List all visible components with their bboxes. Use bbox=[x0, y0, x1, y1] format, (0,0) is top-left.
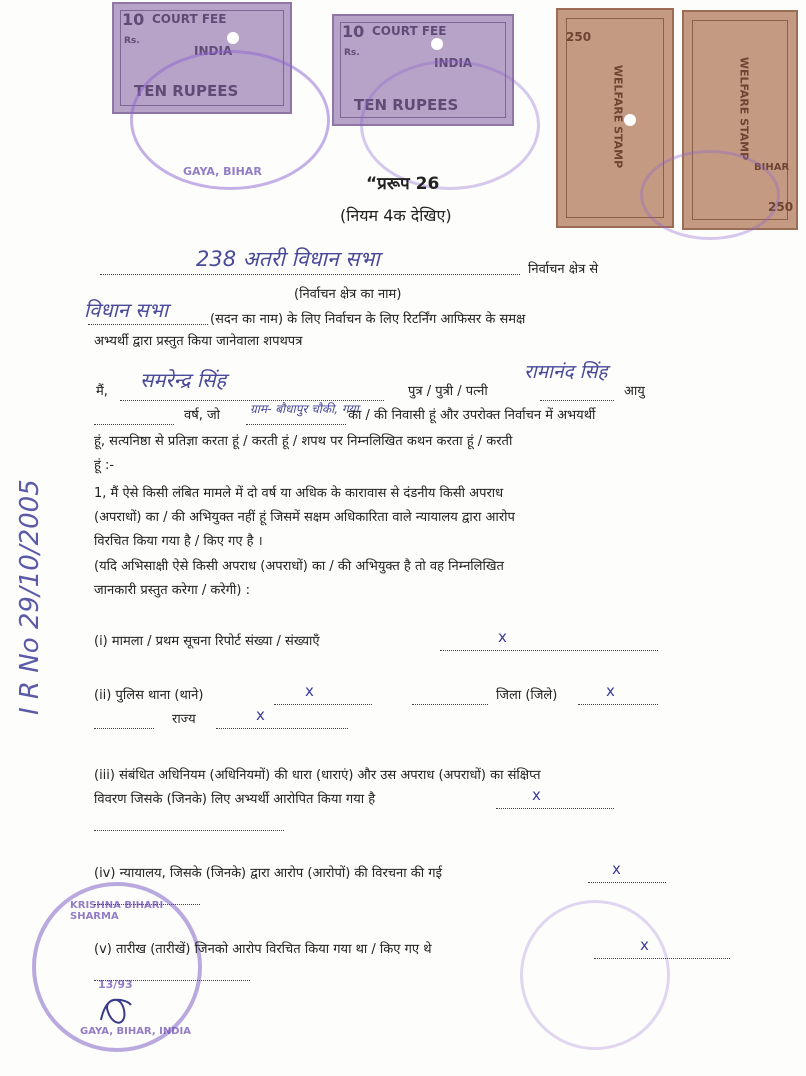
page-title: “प्ररूप 26 bbox=[366, 174, 440, 194]
constituency-handwritten: 238 अतरी विधान सभा bbox=[196, 247, 380, 271]
cross-mark: x bbox=[640, 936, 649, 954]
item-iii-dotted-line-2 bbox=[94, 818, 284, 831]
relation-text: पुत्र / पुत्री / पत्नी bbox=[408, 384, 488, 399]
para1-line3: विरचित किया गया है / किए गए है । bbox=[94, 534, 263, 549]
father-handwritten: रामानंद सिंह bbox=[524, 361, 608, 383]
para1-line5: जानकारी प्रस्तुत करेगा / करेगी) : bbox=[94, 583, 251, 598]
cross-mark: x bbox=[256, 706, 265, 724]
faint-seal bbox=[520, 900, 670, 1050]
court-fee-stamp: 10 COURT FEE INDIA TEN RUPEES Rs. bbox=[332, 14, 514, 126]
item-ii-district-dots bbox=[578, 692, 658, 705]
welfare-stamp-value: 250 bbox=[566, 30, 592, 44]
welfare-stamp-label: WELFARE STAMP bbox=[737, 56, 751, 161]
item-ii-state-dots bbox=[216, 716, 348, 729]
item-ii-dotted-line bbox=[274, 692, 372, 705]
name-handwritten: समरेन्द्र सिंह bbox=[140, 368, 227, 392]
main-prefix: मैं, bbox=[96, 384, 108, 399]
cross-mark: x bbox=[305, 682, 314, 700]
age-label: आयु bbox=[624, 384, 645, 399]
cross-mark: x bbox=[498, 628, 507, 646]
purple-round-seal bbox=[640, 150, 780, 240]
item-i-dotted-line bbox=[440, 638, 658, 651]
item-i: (i) मामला / प्रथम सूचना रिपोर्ट संख्या / संख्याएँ bbox=[94, 634, 320, 649]
court-fee-stamp: 10 COURT FEE INDIA TEN RUPEES Rs. bbox=[112, 2, 292, 114]
welfare-stamp-place: BIHAR bbox=[754, 162, 790, 173]
years-label: वर्ष, जो bbox=[184, 408, 221, 423]
item-iii-line1: (iii) संबंधित अधिनियम (अधिनियमों) की धारा (धाराएं) और उस अपराध (अपराधों) का संक्षिप्त bbox=[94, 768, 541, 783]
item-iii-dotted-line bbox=[496, 796, 614, 809]
item-iv-dotted-line bbox=[588, 870, 666, 883]
item-v: (v) तारीख (तारीखें) जिनको आरोप विरचित किया गया था / किए गए थे bbox=[94, 942, 432, 957]
para1-line4: (यदि अभिसाक्षी ऐसे किसी अपराध (अपराधों) का / की अभियुक्त है तो वह निम्नलिखित bbox=[94, 559, 504, 574]
item-v-dotted-line bbox=[594, 946, 730, 959]
house-line: (सदन का नाम) के लिए निर्वाचन के लिए रिटर्निंग आफिसर के समक्ष bbox=[210, 312, 526, 327]
item-ii: (ii) पुलिस थाना (थाने) bbox=[94, 688, 204, 703]
item-iii-line2: विवरण जिसके (जिनके) लिए अभ्यर्थी आरोपित किया गया है bbox=[94, 792, 376, 807]
father-dotted-line bbox=[540, 388, 614, 401]
item-ii-district: जिला (जिले) bbox=[496, 688, 558, 703]
item-ii-state-dots-pre bbox=[94, 716, 154, 729]
notary-seal: KRISHNA BIHARI SHARMA GAYA, BIHAR, INDIA 13/93 bbox=[32, 882, 202, 1052]
sworn-line: हूं, सत्यनिष्ठा से प्रतिज्ञा करता हूं / करती हूं / शपथ पर निम्नलिखित कथन करता हूं / करती bbox=[94, 434, 513, 449]
welfare-stamp-value: 250 bbox=[768, 200, 794, 214]
house-line-2: अभ्यर्थी द्वारा प्रस्तुत किया जानेवाला शपथपत्र bbox=[94, 334, 303, 349]
house-handwritten: विधान सभा bbox=[84, 298, 168, 322]
side-handwritten-note: I R No 29/10/2005 bbox=[15, 479, 45, 715]
cross-mark: x bbox=[532, 786, 541, 804]
punch-hole bbox=[227, 32, 239, 44]
para1-line2: (अपराधों) का / की अभियुक्त नहीं हूं जिसमें सक्षम अधिकारिता वाले न्यायालय द्वारा आरोप bbox=[94, 510, 515, 525]
cross-mark: x bbox=[612, 860, 621, 878]
signature-scribble bbox=[96, 990, 136, 1030]
age-dotted-line bbox=[94, 412, 174, 425]
para1-line1: 1, मैं ऐसे किसी लंबित मामले में दो वर्ष या अधिक के कारावास से दंडनीय किसी अपराध bbox=[94, 486, 504, 501]
item-iv-dotted-line-2 bbox=[94, 892, 200, 905]
item-ii-state: राज्य bbox=[172, 712, 196, 727]
sworn-line-end: हूं :- bbox=[94, 458, 115, 473]
punch-hole bbox=[431, 38, 443, 50]
resident-line: का / की निवासी हूं और उपरोक्त निर्वाचन में अभयर्थी bbox=[348, 408, 596, 423]
page-subtitle: (नियम 4क देखिए) bbox=[340, 206, 452, 225]
punch-hole bbox=[624, 114, 636, 126]
item-iv: (iv) न्यायालय, जिसके (जिनके) द्वारा आरोप (आरोपों) की विरचना की गई bbox=[94, 866, 442, 881]
item-v-dotted-line-2 bbox=[94, 968, 250, 981]
item-ii-district-dots-pre bbox=[412, 692, 488, 705]
cross-mark: x bbox=[606, 682, 615, 700]
address-handwritten: ग्राम- बौधापुर चौकी, गया bbox=[250, 402, 359, 416]
constituency-suffix: निर्वाचन क्षेत्र से bbox=[528, 262, 599, 277]
constituency-label: (निर्वाचन क्षेत्र का नाम) bbox=[294, 287, 402, 302]
purple-round-seal: GAYA, BIHAR bbox=[130, 50, 330, 190]
welfare-stamp-label: WELFARE STAMP bbox=[611, 64, 625, 169]
